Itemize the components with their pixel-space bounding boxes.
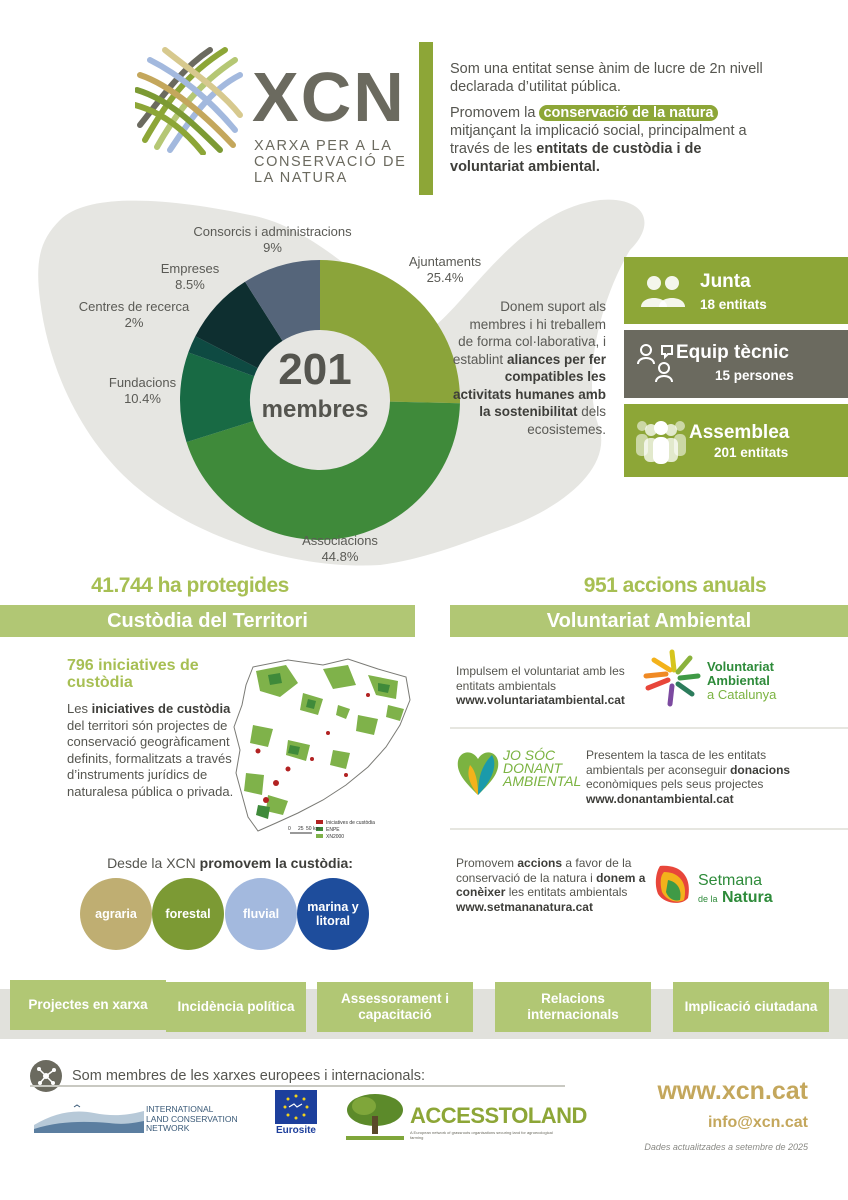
card-assemblea — [624, 404, 848, 477]
intro-bold: entitats de custòdia i de voluntariat ambiental. — [450, 141, 702, 175]
logo-line: Voluntariat — [707, 659, 774, 674]
accesstoland-text: ACCESSTOLAND — [410, 1103, 587, 1128]
block-bold: donem a conèixer — [456, 870, 646, 899]
ilcn-logo — [34, 1103, 144, 1133]
block-text: a favor de la conservació de la natura i — [456, 856, 632, 885]
networks-intro: Som membres de les xarxes europees i internacionals: — [72, 1068, 425, 1084]
logo-wordmark: XCN — [252, 58, 406, 136]
label-ajuntaments — [400, 254, 490, 286]
block-bold: donacions — [730, 762, 791, 777]
type-forestal: forestal — [152, 878, 224, 950]
label-fundacions — [100, 375, 185, 407]
voluntariat-stat: 951 accions anuals — [583, 574, 767, 597]
card-subtitle: 18 entitats — [700, 297, 767, 312]
label-centres-recerca — [68, 299, 200, 331]
card-subtitle: 201 entitats — [714, 445, 789, 460]
type-marina-litoral: marina y litoral — [297, 878, 369, 950]
area-incidencia: Incidència política — [166, 982, 306, 1032]
logo-line: AMBIENTAL — [503, 773, 582, 789]
area-projectes: Projectes en xarxa — [10, 980, 166, 1030]
map-scale-label: 0 — [288, 826, 291, 832]
initiatives-bold: iniciatives de custòdia — [91, 701, 231, 716]
label-value: 10.4% — [124, 391, 161, 406]
label-value: 9% — [263, 240, 282, 255]
block-text: Impulsem el voluntariat amb les entitats ambientals — [456, 664, 625, 693]
label-name: Associacions — [302, 533, 378, 548]
website-link[interactable]: www.xcn.cat — [657, 1077, 808, 1105]
members-label: membres — [261, 396, 369, 423]
custodia-promo — [60, 855, 400, 871]
logo-line: de la — [698, 894, 718, 904]
logo-line: a Catalunya — [707, 687, 777, 702]
label-name: Ajuntaments — [408, 254, 482, 269]
intro-text-part: mitjançant la implicació social, principalment a través de les — [450, 123, 747, 157]
block-text: les entitats ambientals — [505, 885, 628, 899]
donant-link[interactable]: www.donantambiental.cat — [586, 791, 734, 806]
divider — [450, 828, 848, 830]
voluntariat-block-3 — [456, 856, 646, 914]
donant-logo-text — [503, 749, 581, 788]
logo-subtitle-line: XARXA PER A LA — [254, 138, 393, 154]
initiatives-text-part: del territori són projectes de conservació geogràficament definits, formalitzats a través d’instruments jurídics de naturalesa pública o privada. — [67, 717, 234, 799]
area-relacions: Relacions internacionals — [495, 982, 651, 1032]
voluntariat-block-2 — [586, 748, 796, 806]
logo-line: JO SÓC — [503, 747, 556, 763]
label-name: Fundacions — [108, 375, 177, 390]
voluntariat-block-1 — [456, 664, 636, 708]
support-bold: aliances per fer compatibles les activitats humanes amb la sostenibilitat — [452, 351, 606, 419]
setmana-link[interactable]: www.setmananatura.cat — [456, 899, 593, 914]
email-link[interactable]: info@xcn.cat — [707, 1114, 808, 1131]
label-value: 44.8% — [321, 549, 359, 564]
map-scale-label: 25 — [298, 826, 304, 832]
logo-subtitle-line: LA NATURA — [254, 170, 348, 186]
label-value: 8.5% — [175, 277, 205, 292]
intro-highlight: conservació de la natura — [539, 105, 717, 121]
block-text: Presentem la tasca de les entitats ambientals per aconseguir — [586, 748, 767, 777]
divider — [30, 1085, 565, 1087]
card-junta — [624, 257, 848, 324]
network-icon — [30, 1060, 62, 1092]
label-empreses — [145, 261, 235, 293]
voluntariat-logo-text — [707, 660, 776, 702]
card-equip-tecnic — [624, 330, 848, 398]
members-count: 201 — [278, 345, 352, 394]
heart-logo-icon — [456, 747, 500, 797]
logo-line: Setmana — [698, 872, 763, 889]
card-subtitle: 15 persones — [715, 368, 794, 383]
network-line: LAND CONSERVATION — [146, 1113, 238, 1124]
setmana-logo-text — [698, 872, 773, 907]
logo-line: DONANT — [503, 760, 563, 776]
people-icon — [638, 271, 688, 311]
crowd-icon — [632, 416, 690, 466]
block-text: Promovem — [456, 856, 518, 870]
team-icon — [634, 340, 678, 386]
initiatives-text-part: Les — [67, 701, 92, 716]
card-title: Junta — [700, 271, 751, 292]
initiatives-title: 796 iniciatives de custòdia — [67, 657, 199, 691]
label-name: Centres de recerca — [78, 299, 190, 314]
type-agraria: agraria — [80, 878, 152, 950]
accesstoland-tree-icon — [342, 1092, 408, 1142]
network-line: INTERNATIONAL — [146, 1104, 214, 1114]
label-associacions — [290, 533, 390, 565]
updated-note: Dades actualitzades a setembre de 2025 — [644, 1142, 808, 1152]
label-consorcis — [180, 224, 365, 256]
label-name: Empreses — [160, 261, 220, 276]
voluntariat-heading: Voluntariat Ambiental — [450, 605, 848, 637]
logo-line: Natura — [721, 889, 773, 906]
block-text: econòmiques pels seus projectes — [586, 777, 764, 791]
card-title: Assemblea — [689, 422, 790, 443]
label-value: 2% — [124, 315, 144, 330]
support-text — [452, 298, 606, 438]
intro-paragraph-1: Som una entitat sense ànim de lucre de 2n nivell declarada d’utilitat pública. — [450, 61, 763, 95]
promo-bold: promovem la custòdia: — [199, 855, 353, 871]
accesstoland-tagline: A European network of grassroots organisations securing land for agroecological farming — [410, 1130, 553, 1140]
voluntariat-link[interactable]: www.voluntariatambiental.cat — [456, 693, 625, 707]
map-scale-label: 50 km — [306, 826, 320, 832]
hands-logo-icon — [640, 648, 704, 708]
initiatives-body — [67, 701, 242, 800]
support-text-part: dels ecosistemes. — [527, 404, 606, 437]
eurosite-text: Eurosite — [275, 1125, 316, 1136]
network-line: NETWORK — [146, 1123, 190, 1133]
divider — [450, 727, 848, 729]
support-text-part: Donem suport als membres i hi treballem de forma col·laborativa, i establint — [452, 299, 606, 367]
intro-text-part: Promovem la — [450, 105, 540, 121]
type-fluvial: fluvial — [225, 878, 297, 950]
label-value: 25.4% — [426, 270, 464, 285]
map-legend-label: XN2000 — [326, 834, 345, 840]
logo-subtitle-line: CONSERVACIÓ DE — [254, 154, 407, 170]
catalonia-map — [228, 655, 418, 840]
logo-line: Ambiental — [707, 673, 770, 688]
leaf-logo-icon — [652, 858, 694, 908]
block-bold: accions — [517, 856, 563, 870]
label-name: Consorcis i administracions — [193, 224, 352, 239]
area-implicacio: Implicació ciutadana — [673, 982, 829, 1032]
ilcn-text — [146, 1105, 238, 1134]
custodia-heading: Custòdia del Territori — [0, 605, 415, 637]
promo-text-part: Desde la XCN — [107, 855, 200, 871]
map-legend-label: ENPE — [326, 827, 340, 833]
card-title: Equip tècnic — [676, 342, 789, 363]
custodia-stat: 41.744 ha protegides — [91, 574, 289, 597]
map-legend-label: Iniciatives de custòdia — [326, 820, 375, 826]
area-assessorament: Assessorament i capacitació — [317, 982, 473, 1032]
